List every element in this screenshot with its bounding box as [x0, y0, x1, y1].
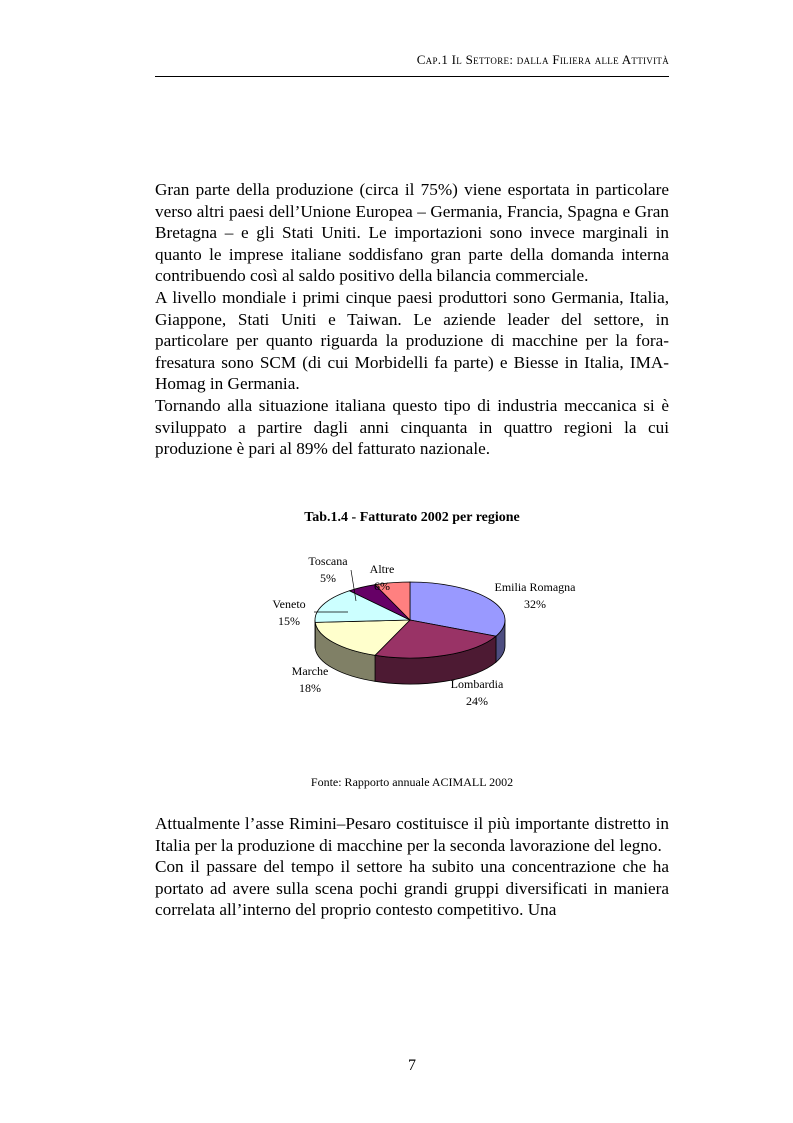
pie-chart — [155, 540, 669, 770]
pie-label-lombardia: Lombardia — [450, 677, 504, 691]
pie-value-lombardia: 24% — [466, 694, 488, 708]
pie-value-emilia-romagna: 32% — [524, 597, 546, 611]
pie-label-emilia-romagna: Emilia Romagna — [494, 580, 576, 594]
paragraph-export: Gran parte della produzione (circa il 75%) viene esportata in particolare verso altri paesi dell’Unione Europea – Germania, Francia, Spagna e Gran Bretagna – e gli Stati Uniti. Le importazioni sono invece marginali in quanto le imprese italiane soddisfano gran parte della domanda interna contribuendo così al saldo positivo della bilancia commerciale. — [155, 180, 669, 286]
header-rule — [155, 76, 669, 77]
pie-value-veneto: 15% — [278, 614, 300, 628]
page-number: 7 — [408, 1057, 416, 1074]
paragraph-italian-situation: Tornando alla situazione italiana questo tipo di industria meccanica si è sviluppato a partire dagli anni cinquanta in quattro regioni la cui produzione è pari al 89% del fatturato nazionale. — [155, 395, 669, 459]
pie-value-altre: 6% — [374, 579, 390, 593]
pie-label-toscana: Toscana — [308, 554, 348, 568]
paragraph-concentration: Con il passare del tempo il settore ha subito una concentrazione che ha portato ad avere sulla scena pochi grandi gruppi diversificati in maniera correlata all’interno del proprio contesto competitivo. Una — [155, 857, 669, 920]
pie-label-veneto: Veneto — [272, 597, 306, 611]
figure-source: Fonte: Rapporto annuale ACIMALL 2002 — [310, 775, 514, 789]
body-text-bottom — [155, 813, 669, 921]
paragraph-rimini-pesaro: Attualmente l’asse Rimini–Pesaro costituisce il più importante distretto in Italia per la produzione di macchine per la seconda lavorazione del legno. — [155, 814, 669, 855]
pie-label-altre: Altre — [369, 562, 395, 576]
pie-value-toscana: 5% — [320, 571, 336, 585]
pie-label-marche: Marche — [291, 664, 329, 678]
running-title: Cap.1 Il Settore: dalla Filiera alle Attività — [416, 52, 669, 67]
pie-value-marche: 18% — [299, 681, 321, 695]
body-text-top — [155, 179, 669, 460]
figure-caption: Tab.1.4 - Fatturato 2002 per regione — [304, 510, 520, 525]
paragraph-world-producers: A livello mondiale i primi cinque paesi produttori sono Germania, Italia, Giappone, Stati Uniti e Taiwan. Le aziende leader del settore, in particolare per quanto riguarda la produzione di macchine per la fora-fresatura sono SCM (di cui Morbidelli fa parte) e Biesse in Italia, IMA-Homag in Germania. — [155, 287, 669, 394]
